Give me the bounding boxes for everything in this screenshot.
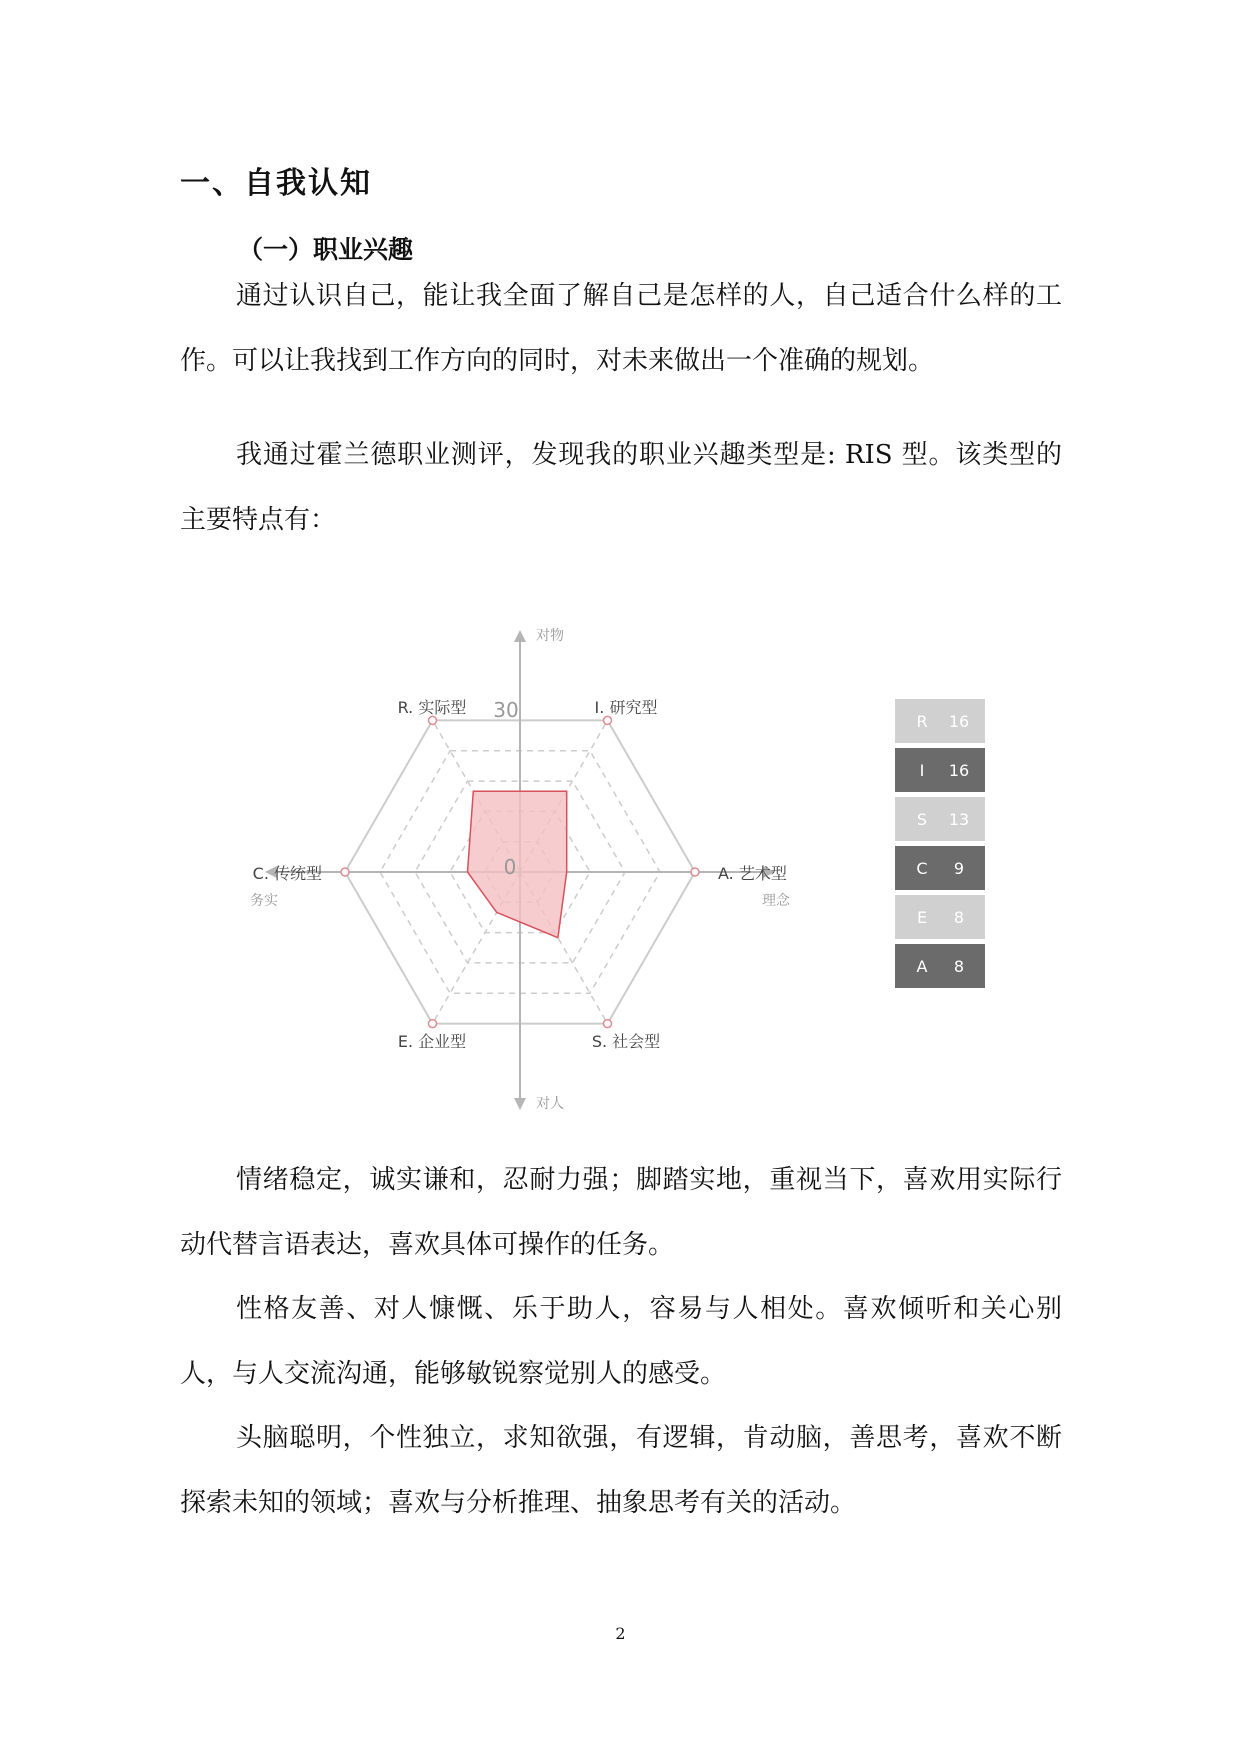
score-cell-e [895,895,985,939]
axis-label-S: S. 社会型 [591,1032,661,1051]
score-key-r: R [916,712,928,731]
score-cell-s [895,797,985,841]
direction-label-left: 务实 [250,893,278,909]
direction-label-right: 理念 [762,893,790,909]
subsection-heading: （一）职业兴趣 [238,235,414,264]
vertex-marker-I [604,716,612,724]
axis-label-R: R. 实际型 [397,698,467,717]
score-key-i: I [919,761,925,780]
test-result-paragraph: 我通过霍兰德职业测评，发现我的职业兴趣类型是: RIS 型。该类型的主要特点有： [180,440,1062,535]
intro-paragraph: 通过认识自己，能让我全面了解自己是怎样的人，自己适合什么样的工作。可以让我找到工作方向的同时，对未来做出一个准确的规划。 [180,281,1062,376]
arrow-up-icon [514,630,526,642]
score-cell-c [895,846,985,890]
score-value-r: 16 [948,712,970,731]
trait-paragraph-i: 头脑聪明，个性独立，求知欲强，有逻辑，肯动脑，善思考，喜欢不断探索未知的领域；喜欢与分析推理、抽象思考有关的活动。 [180,1423,1062,1518]
score-key-s: S [916,810,928,829]
score-key-c: C [916,859,928,878]
axis-label-A: A. 艺术型 [718,864,787,883]
score-value-c: 9 [953,859,965,878]
scale-zero-label: 0 [503,855,517,879]
score-key-e: E [916,908,928,927]
score-value-s: 13 [948,810,970,829]
axis-label-E: E. 企业型 [397,1032,467,1051]
direction-label-bottom: 对人 [536,1096,564,1112]
vertex-marker-E [429,1020,437,1028]
score-cell-r [895,699,985,743]
score-cell-i [895,748,985,792]
direction-label-top: 对物 [536,628,564,644]
score-value-e: 8 [953,908,965,927]
scale-max-label: 30 [493,698,519,722]
arrow-down-icon [514,1098,526,1110]
vertex-marker-S [604,1020,612,1028]
vertex-marker-A [691,868,699,876]
vertex-marker-R [429,716,437,724]
page-number: 2 [615,1624,626,1643]
section-heading: 一、自我认知 [180,166,372,201]
axis-label-I: I. 研究型 [594,698,658,717]
score-key-a: A [916,957,928,976]
score-value-a: 8 [953,957,965,976]
score-cell-a [895,944,985,988]
trait-paragraph-r: 情绪稳定，诚实谦和，忍耐力强；脚踏实地，重视当下，喜欢用实际行动代替言语表达，喜欢具体可操作的任务。 [180,1165,1062,1260]
data-area [468,791,567,938]
score-value-i: 16 [948,761,970,780]
axis-label-C: C. 传统型 [252,864,322,883]
vertex-marker-C [341,868,349,876]
holland-radar-chart [0,600,1241,1160]
trait-paragraph-s: 性格友善、对人慷慨、乐于助人，容易与人相处。喜欢倾听和关心别人，与人交流沟通，能够敏锐察觉别人的感受。 [180,1294,1062,1389]
